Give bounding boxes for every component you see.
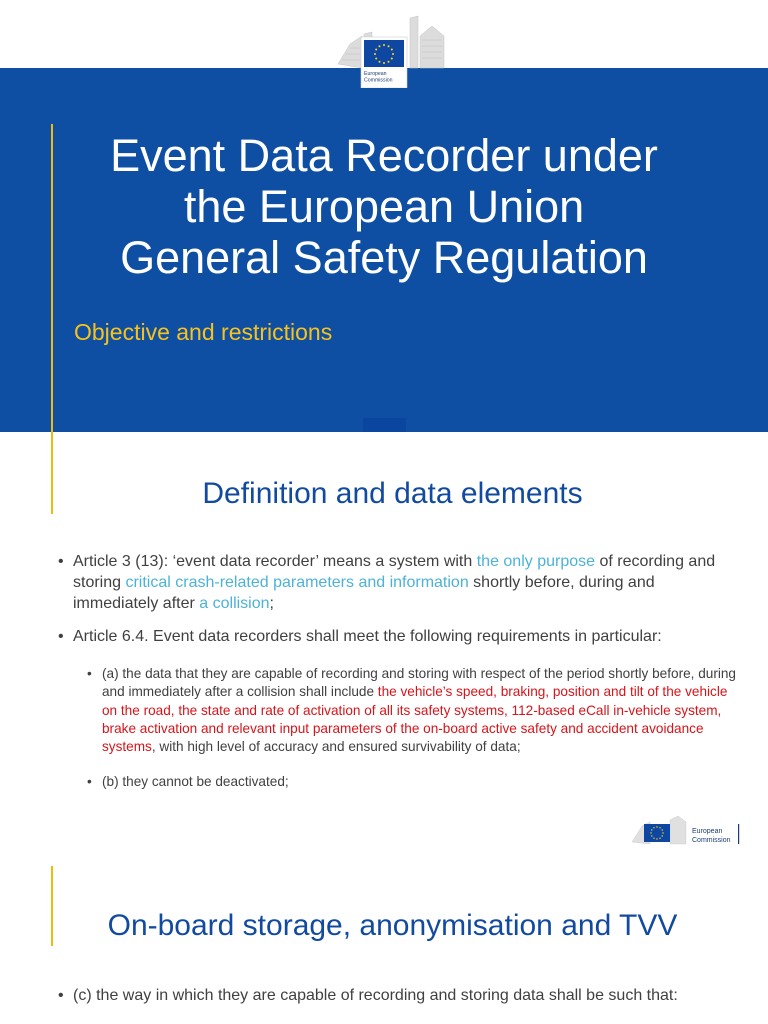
title-line-1: Event Data Recorder under	[110, 130, 658, 181]
logo-text-line-1: European	[364, 71, 387, 77]
section-heading-definition: Definition and data elements	[202, 477, 583, 510]
banner-tab-mark	[363, 418, 406, 432]
title-line-2: the European Union	[183, 181, 585, 232]
logo-text-line-2: Commission	[364, 77, 393, 84]
european-commission-logo-small	[630, 812, 742, 848]
sub-bullet-b: • (b) they cannot be deactivated;	[87, 773, 738, 791]
small-logo-text-line-1: European	[692, 828, 723, 835]
article-3-highlight-purpose: the only purpose	[476, 553, 596, 570]
article-3-highlight-collision: a collision	[199, 595, 270, 612]
article-6-sub-list	[87, 665, 738, 792]
article-3-text-4: ;	[269, 595, 274, 612]
article-3-highlight-parameters: critical crash-related parameters and information	[125, 574, 469, 591]
bullet-article-3	[58, 551, 738, 614]
storage-bullet-list	[58, 985, 748, 1006]
article-3-text-3: shortly before, during and immediately after	[73, 574, 655, 612]
article-6-text: Article 6.4. Event data recorders shall meet the following requirements in particular:	[73, 628, 662, 645]
item-a-text-2: , with high level of accuracy and ensured survivability of data;	[151, 739, 521, 755]
bullet-item-c: • (c) the way in which they are capable of recording and storing data shall be such that:	[58, 985, 748, 1006]
definition-bullet-list	[58, 551, 738, 809]
sub-bullet-a	[87, 665, 738, 756]
section-heading-storage: On-board storage, anonymisation and TVV	[107, 909, 678, 942]
small-logo-text-line-2: Commission	[692, 837, 731, 844]
item-a-highlight: the vehicle’s speed, braking, position and tilt of the vehicle on the road, the state and rate of activation of all its safety systems, 112-based eCall in-vehicle system, brake activation and relevant input parameters of the on-board active safety and accident avoidance systems	[102, 684, 728, 755]
european-commission-logo	[336, 14, 446, 88]
item-a-text-1: (a) the data that they are capable of recording and storing with respect of the period shortly before, during and immediately after a collision shall include	[102, 666, 736, 700]
slide-subtitle: Objective and restrictions	[74, 319, 333, 345]
bullet-article-6	[58, 626, 738, 792]
article-3-text-1: Article 3 (13): ‘event data recorder’ means a system with	[73, 553, 477, 570]
slide-title	[70, 130, 698, 283]
article-3-text-2: of recording and storing	[73, 553, 716, 591]
gold-accent-bar	[51, 124, 53, 514]
title-line-3: General Safety Regulation	[120, 232, 648, 283]
